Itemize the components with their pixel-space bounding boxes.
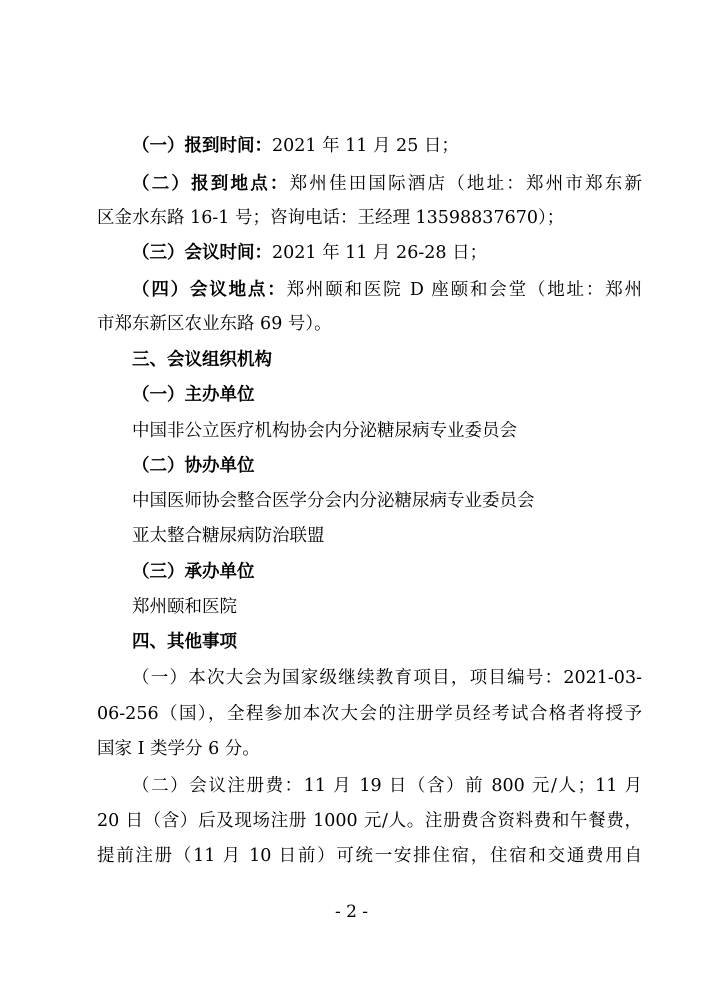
item-text: 2021 年 11 月 26-28 日； bbox=[272, 243, 488, 263]
item-text: 郑州佳田国际酒店（地址：郑州市郑东新 bbox=[289, 174, 643, 194]
text-line bbox=[132, 383, 255, 407]
item-text: 提前注册（11 月 10 日前）可统一安排住宿，住宿和交通费用自 bbox=[97, 846, 642, 866]
text-line bbox=[97, 844, 642, 868]
item-label: （一）主办单位 bbox=[132, 385, 255, 405]
item-text: 06-256（国），全程参加本次大会的注册学员经考试合格者将授予 bbox=[97, 704, 642, 724]
text-line bbox=[132, 524, 325, 548]
text-line bbox=[132, 172, 642, 196]
item-text: 20 日（含）后及现场注册 1000 元/人。注册费含资料费和午餐费， bbox=[97, 811, 642, 831]
text-line bbox=[97, 809, 642, 833]
text-line bbox=[97, 737, 260, 761]
text-line bbox=[132, 241, 487, 265]
item-text: （二）会议注册费：11 月 19 日（含）前 800 元/人；11 月 bbox=[132, 776, 642, 796]
item-text: （一）本次大会为国家级继续教育项目，项目编号：2021-03- bbox=[132, 668, 642, 688]
text-line bbox=[97, 206, 564, 230]
item-text: 国家 I 类学分 6 分。 bbox=[97, 739, 260, 759]
text-line bbox=[132, 134, 459, 158]
section-heading: 三、会议组织机构 bbox=[132, 350, 272, 370]
item-text: 区金水东路 16-1 号；咨询电话：王经理 13598837670）； bbox=[97, 208, 565, 228]
item-label: （一）报到时间： bbox=[132, 136, 272, 156]
item-text: 市郑东新区农业东路 69 号）。 bbox=[97, 314, 332, 334]
item-label: （三）承办单位 bbox=[132, 562, 255, 582]
text-line bbox=[132, 489, 535, 513]
section-heading: 四、其他事项 bbox=[132, 632, 237, 652]
text-line bbox=[132, 595, 237, 619]
item-text: 郑州颐和医院 D 座颐和会堂（地址：郑州 bbox=[286, 280, 643, 300]
item-text: 郑州颐和医院 bbox=[132, 597, 237, 617]
item-text: 中国医师协会整合医学分会内分泌糖尿病专业委员会 bbox=[132, 491, 535, 511]
text-line bbox=[97, 312, 332, 336]
item-label: （三）会议时间： bbox=[132, 243, 272, 263]
item-text: 亚太整合糖尿病防治联盟 bbox=[132, 526, 325, 546]
item-text: 中国非公立医疗机构协会内分泌糖尿病专业委员会 bbox=[132, 421, 517, 441]
item-label: （二）报到地点： bbox=[132, 174, 290, 194]
text-line bbox=[132, 666, 642, 690]
item-text: 2021 年 11 月 25 日； bbox=[272, 136, 459, 156]
text-line bbox=[97, 702, 642, 726]
text-line bbox=[132, 454, 255, 478]
text-line bbox=[132, 419, 517, 443]
text-line bbox=[132, 278, 642, 302]
item-label: （二）协办单位 bbox=[132, 456, 255, 476]
text-line bbox=[132, 560, 255, 584]
text-line bbox=[132, 774, 642, 798]
page-number: - 2 - bbox=[334, 902, 369, 922]
item-label: （四）会议地点： bbox=[132, 280, 287, 300]
